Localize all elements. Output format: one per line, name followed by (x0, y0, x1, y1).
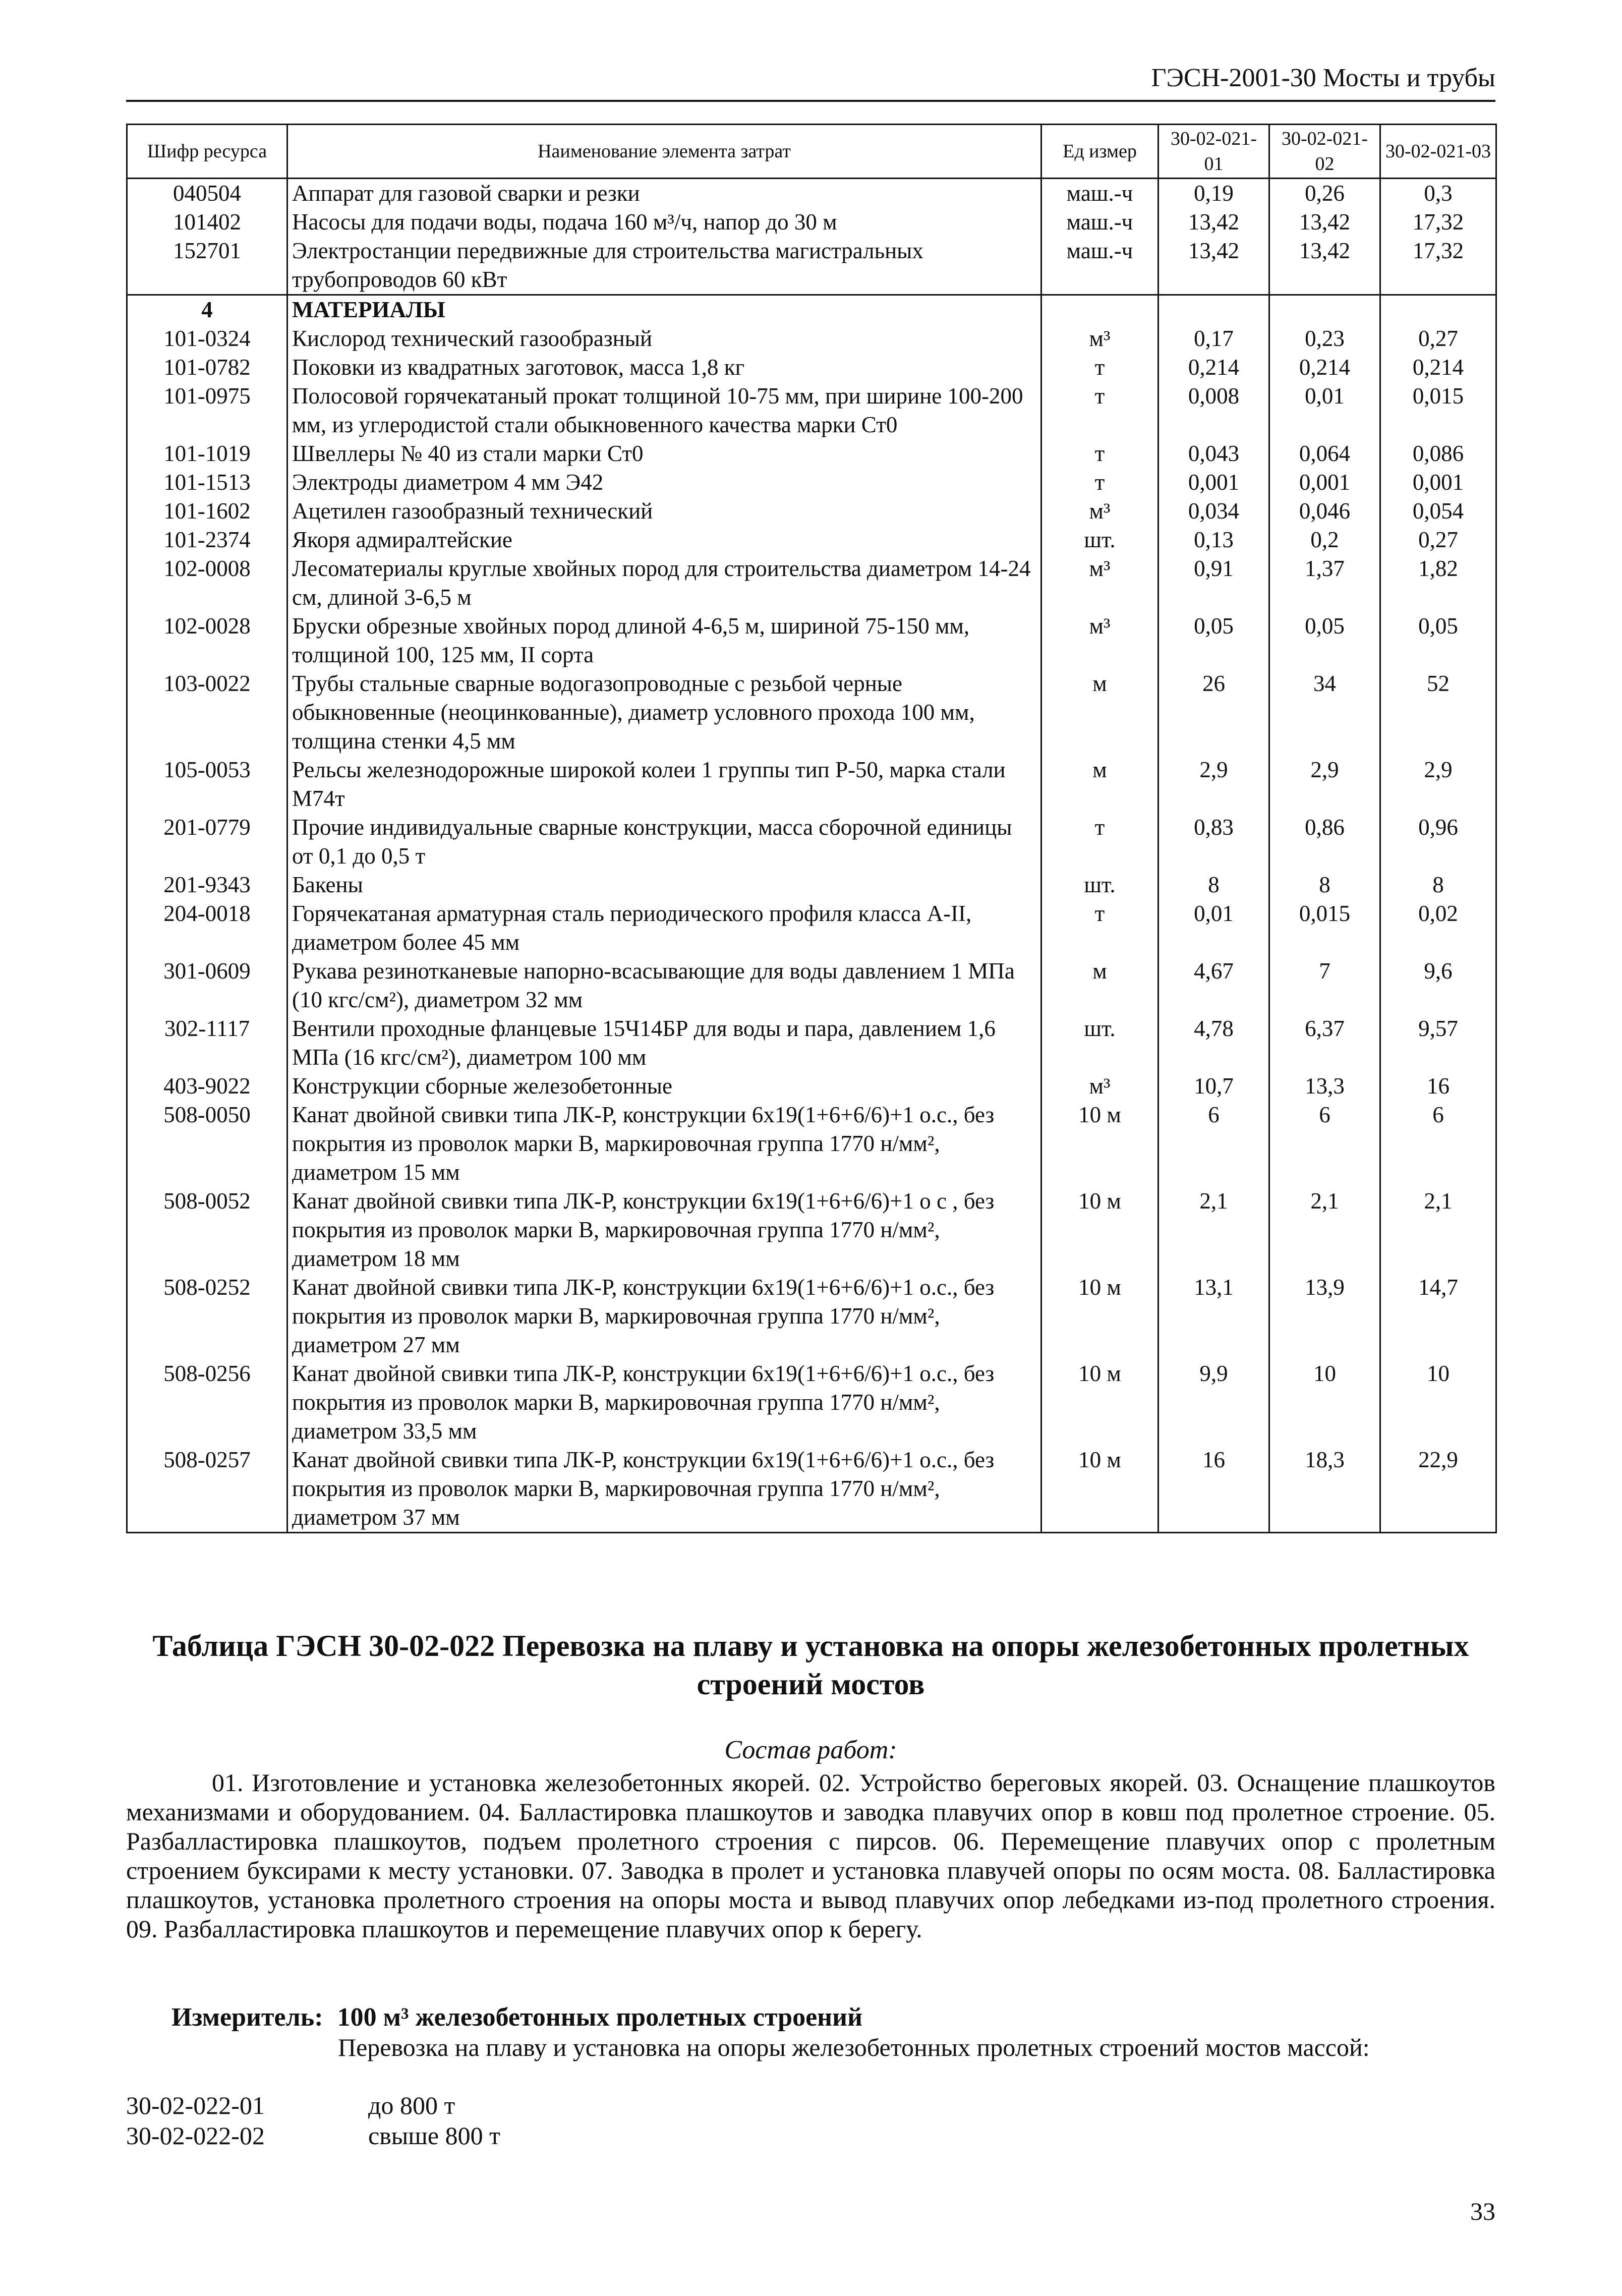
resource-unit: м³ (1041, 554, 1158, 612)
resource-name: Аппарат для газовой сварки и резки (287, 179, 1041, 208)
value-021-01: 13,1 (1158, 1273, 1269, 1359)
resource-code: 101-0324 (127, 324, 287, 353)
resource-name: Поковки из квадратных заготовок, масса 1,8 кг (287, 353, 1041, 382)
resource-name: Кислород технический газообразный (287, 324, 1041, 353)
resource-code: 101-1602 (127, 497, 287, 526)
table-row (127, 1359, 1496, 1446)
resource-unit: 10 м (1041, 1187, 1158, 1273)
variant-description: Перевозка на плаву и установка на опоры железобетонных пролетных строений мостов массой: (338, 2033, 1370, 2061)
value-021-02: 8 (1269, 871, 1380, 899)
resource-name: Конструкции сборные железобетонные (287, 1072, 1041, 1101)
value-021-02: 0,2 (1269, 526, 1380, 554)
value-021-03: 22,9 (1380, 1446, 1496, 1533)
value-021-03: 10 (1380, 1359, 1496, 1446)
header-rule (126, 100, 1495, 102)
col-header-unit: Ед измер (1041, 125, 1158, 179)
value-021-02: 34 (1269, 669, 1380, 756)
value-021-02: 13,42 (1269, 237, 1380, 295)
resource-unit: маш.-ч (1041, 237, 1158, 295)
value-021-03: 0,054 (1380, 497, 1496, 526)
value-021-02: 10 (1269, 1359, 1380, 1446)
resource-unit: м³ (1041, 497, 1158, 526)
table-row (127, 1273, 1496, 1359)
table-row (127, 1187, 1496, 1273)
resource-name: Трубы стальные сварные водогазопроводные с резьбой черные обыкновенные (неоцинкованные), диаметр условного прохода 100 мм, толщина стенки 4,5 мм (287, 669, 1041, 756)
resource-unit: шт. (1041, 1014, 1158, 1072)
resource-unit: 10 м (1041, 1446, 1158, 1533)
value-021-03: 9,6 (1380, 957, 1496, 1014)
resource-name: Канат двойной свивки типа ЛК-Р, конструкции 6х19(1+6+6/6)+1 о.с., без покрытия из проволок марки В, маркировочная группа 1770 н/мм², диаметром 27 мм (287, 1273, 1041, 1359)
value-021-02: 0,01 (1269, 382, 1380, 439)
table-row (127, 179, 1496, 208)
col-header-021-02: 30-02-021-02 (1269, 125, 1380, 179)
resource-unit: 10 м (1041, 1359, 1158, 1446)
value-021-02: 13,9 (1269, 1273, 1380, 1359)
value-021-03: 0,05 (1380, 612, 1496, 669)
resource-unit: т (1041, 813, 1158, 871)
resource-code: 101-1513 (127, 468, 287, 497)
value-021-03: 17,32 (1380, 208, 1496, 237)
value-021-01: 0,83 (1158, 813, 1269, 871)
variant-code: 30-02-022-01 (126, 2091, 265, 2119)
table-row (127, 1014, 1496, 1072)
value-021-03: 0,3 (1380, 179, 1496, 208)
value-021-01: 0,214 (1158, 353, 1269, 382)
value-021-01: 4,67 (1158, 957, 1269, 1014)
value-021-02: 1,37 (1269, 554, 1380, 612)
empty-cell (1269, 295, 1380, 325)
value-021-02: 0,015 (1269, 899, 1380, 957)
table-row (127, 468, 1496, 497)
materials-heading-label: МАТЕРИАЛЫ (287, 295, 1041, 325)
value-021-01: 2,1 (1158, 1187, 1269, 1273)
resource-code: 302-1117 (127, 1014, 287, 1072)
value-021-03: 0,02 (1380, 899, 1496, 957)
section-title: Таблица ГЭСН 30-02-022 Перевозка на плаву и установка на опоры железобетонных пролетных строений мостов (152, 1629, 1469, 1701)
value-021-01: 10,7 (1158, 1072, 1269, 1101)
resource-name: Прочие индивидуальные сварные конструкции, масса сборочной единицы от 0,1 до 0,5 т (287, 813, 1041, 871)
value-021-02: 2,1 (1269, 1187, 1380, 1273)
resource-unit: м³ (1041, 1072, 1158, 1101)
value-021-02: 13,42 (1269, 208, 1380, 237)
value-021-03: 2,1 (1380, 1187, 1496, 1273)
resource-name: Насосы для подачи воды, подача 160 м³/ч, напор до 30 м (287, 208, 1041, 237)
table-row (127, 208, 1496, 237)
table-header-row (127, 125, 1496, 179)
variant-row (126, 2091, 455, 2120)
resource-name: Рельсы железнодорожные широкой колеи 1 группы тип Р-50, марка стали М74т (287, 756, 1041, 813)
resource-code: 101-0782 (127, 353, 287, 382)
resource-unit: м (1041, 669, 1158, 756)
value-021-01: 0,001 (1158, 468, 1269, 497)
value-021-02: 0,86 (1269, 813, 1380, 871)
value-021-01: 0,008 (1158, 382, 1269, 439)
table-row (127, 813, 1496, 871)
resource-unit: м³ (1041, 324, 1158, 353)
resource-unit: маш.-ч (1041, 179, 1158, 208)
resource-code: 101-2374 (127, 526, 287, 554)
resource-code: 301-0609 (127, 957, 287, 1014)
table-row (127, 353, 1496, 382)
resource-code: 040504 (127, 179, 287, 208)
page-number: 33 (1470, 2197, 1495, 2225)
table-row (127, 554, 1496, 612)
value-021-02: 18,3 (1269, 1446, 1380, 1533)
col-header-021-01: 30-02-021-01 (1158, 125, 1269, 179)
value-021-03: 8 (1380, 871, 1496, 899)
table-row (127, 899, 1496, 957)
value-021-01: 0,13 (1158, 526, 1269, 554)
value-021-01: 0,19 (1158, 179, 1269, 208)
resource-unit: т (1041, 439, 1158, 468)
table-row (127, 612, 1496, 669)
value-021-03: 0,086 (1380, 439, 1496, 468)
resource-code: 508-0050 (127, 1101, 287, 1187)
value-021-03: 0,015 (1380, 382, 1496, 439)
resource-code: 152701 (127, 237, 287, 295)
resource-code: 201-9343 (127, 871, 287, 899)
materials-heading-row (127, 295, 1496, 325)
table-row (127, 957, 1496, 1014)
value-021-01: 13,42 (1158, 208, 1269, 237)
value-021-02: 0,001 (1269, 468, 1380, 497)
resource-name: Вентили проходные фланцевые 15Ч14БР для воды и пара, давлением 1,6 МПа (16 кгс/см²), диаметром 100 мм (287, 1014, 1041, 1072)
variant-code: 30-02-022-02 (126, 2121, 265, 2150)
resource-unit: т (1041, 468, 1158, 497)
empty-cell (1041, 295, 1158, 325)
resource-name: Электроды диаметром 4 мм Э42 (287, 468, 1041, 497)
empty-cell (1158, 295, 1269, 325)
value-021-02: 2,9 (1269, 756, 1380, 813)
value-021-01: 8 (1158, 871, 1269, 899)
materials-heading-code: 4 (127, 295, 287, 325)
resource-name: Канат двойной свивки типа ЛК-Р, конструкции 6х19(1+6+6/6)+1 о.с., без покрытия из проволок марки В, маркировочная группа 1770 н/мм², диаметром 33,5 мм (287, 1359, 1041, 1446)
meter-line (171, 2002, 862, 2032)
value-021-03: 52 (1380, 669, 1496, 756)
value-021-03: 0,214 (1380, 353, 1496, 382)
resource-name: Швеллеры № 40 из стали марки Ст0 (287, 439, 1041, 468)
table-row (127, 1101, 1496, 1187)
resource-unit: маш.-ч (1041, 208, 1158, 237)
resource-name: Электростанции передвижные для строительства магистральных трубопроводов 60 кВт (287, 237, 1041, 295)
resource-unit: 10 м (1041, 1101, 1158, 1187)
value-021-02: 0,046 (1269, 497, 1380, 526)
value-021-03: 9,57 (1380, 1014, 1496, 1072)
value-021-01: 0,05 (1158, 612, 1269, 669)
page-header-title: ГЭСН-2001-30 Мосты и трубы (1151, 64, 1495, 92)
resource-code: 403-9022 (127, 1072, 287, 1101)
value-021-01: 0,17 (1158, 324, 1269, 353)
works-title: Состав работ: (724, 1736, 897, 1764)
resource-name: Рукава резинотканевые напорно-всасывающие для воды давлением 1 МПа (10 кгс/см²), диаметром 32 мм (287, 957, 1041, 1014)
resource-code: 101-1019 (127, 439, 287, 468)
value-021-03: 17,32 (1380, 237, 1496, 295)
resource-code: 508-0052 (127, 1187, 287, 1273)
resource-name: Канат двойной свивки типа ЛК-Р, конструкции 6х19(1+6+6/6)+1 о.с., без покрытия из проволок марки В, маркировочная группа 1770 н/мм², диаметром 15 мм (287, 1101, 1041, 1187)
resource-code: 102-0008 (127, 554, 287, 612)
table-row (127, 526, 1496, 554)
table-row (127, 497, 1496, 526)
resource-name: Горячекатаная арматурная сталь периодического профиля класса А-II, диаметром более 45 мм (287, 899, 1041, 957)
value-021-02: 7 (1269, 957, 1380, 1014)
value-021-03: 14,7 (1380, 1273, 1496, 1359)
value-021-01: 26 (1158, 669, 1269, 756)
table-row (127, 669, 1496, 756)
value-021-01: 9,9 (1158, 1359, 1269, 1446)
value-021-02: 0,23 (1269, 324, 1380, 353)
col-header-name: Наименование элемента затрат (287, 125, 1041, 179)
resource-name: Полосовой горячекатаный прокат толщиной 10-75 мм, при ширине 100-200 мм, из углеродистой стали обыкновенного качества марки Ст0 (287, 382, 1041, 439)
table-row (127, 1446, 1496, 1533)
value-021-03: 2,9 (1380, 756, 1496, 813)
resource-code: 204-0018 (127, 899, 287, 957)
variant-text: до 800 т (368, 2091, 455, 2119)
resource-unit: м (1041, 756, 1158, 813)
value-021-01: 4,78 (1158, 1014, 1269, 1072)
resource-unit: т (1041, 353, 1158, 382)
resource-unit: м³ (1041, 612, 1158, 669)
table-row (127, 237, 1496, 295)
variant-text: свыше 800 т (368, 2121, 500, 2150)
meter-label: Измеритель: (171, 2003, 323, 2032)
table-row (127, 756, 1496, 813)
value-021-01: 0,034 (1158, 497, 1269, 526)
value-021-03: 0,27 (1380, 324, 1496, 353)
resources-table (126, 124, 1497, 1533)
value-021-01: 0,01 (1158, 899, 1269, 957)
value-021-01: 16 (1158, 1446, 1269, 1533)
value-021-03: 0,27 (1380, 526, 1496, 554)
resource-code: 102-0028 (127, 612, 287, 669)
value-021-02: 6,37 (1269, 1014, 1380, 1072)
resource-code: 103-0022 (127, 669, 287, 756)
value-021-03: 0,96 (1380, 813, 1496, 871)
resource-code: 101-0975 (127, 382, 287, 439)
resource-unit: м (1041, 957, 1158, 1014)
resource-code: 508-0257 (127, 1446, 287, 1533)
table-row (127, 871, 1496, 899)
variant-row (126, 2121, 500, 2150)
value-021-01: 0,043 (1158, 439, 1269, 468)
value-021-03: 16 (1380, 1072, 1496, 1101)
resource-unit: шт. (1041, 871, 1158, 899)
value-021-03: 0,001 (1380, 468, 1496, 497)
col-header-021-03: 30-02-021-03 (1380, 125, 1496, 179)
resource-name: Канат двойной свивки типа ЛК-Р, конструкции 6х19(1+6+6/6)+1 о.с., без покрытия из проволок марки В, маркировочная группа 1770 н/мм², диаметром 37 мм (287, 1446, 1041, 1533)
value-021-02: 13,3 (1269, 1072, 1380, 1101)
value-021-01: 6 (1158, 1101, 1269, 1187)
value-021-01: 13,42 (1158, 237, 1269, 295)
table-row (127, 382, 1496, 439)
resource-unit: шт. (1041, 526, 1158, 554)
value-021-03: 1,82 (1380, 554, 1496, 612)
resource-code: 201-0779 (127, 813, 287, 871)
meter-value: 100 м³ железобетонных пролетных строений (337, 2003, 863, 2032)
resource-unit: т (1041, 899, 1158, 957)
value-021-02: 0,064 (1269, 439, 1380, 468)
table-row (127, 1072, 1496, 1101)
value-021-01: 2,9 (1158, 756, 1269, 813)
resource-code: 105-0053 (127, 756, 287, 813)
resource-unit: т (1041, 382, 1158, 439)
table-row (127, 439, 1496, 468)
col-header-code: Шифр ресурса (127, 125, 287, 179)
resource-name: Лесоматериалы круглые хвойных пород для строительства диаметром 14-24 см, длиной 3-6,5 м (287, 554, 1041, 612)
value-021-02: 0,26 (1269, 179, 1380, 208)
resource-unit: 10 м (1041, 1273, 1158, 1359)
resource-name: Ацетилен газообразный технический (287, 497, 1041, 526)
value-021-02: 0,05 (1269, 612, 1380, 669)
resource-code: 508-0256 (127, 1359, 287, 1446)
resource-name: Якоря адмиралтейские (287, 526, 1041, 554)
empty-cell (1380, 295, 1496, 325)
value-021-02: 0,214 (1269, 353, 1380, 382)
resource-name: Бруски обрезные хвойных пород длиной 4-6,5 м, шириной 75-150 мм, толщиной 100, 125 мм, II сорта (287, 612, 1041, 669)
value-021-02: 6 (1269, 1101, 1380, 1187)
resource-name: Бакены (287, 871, 1041, 899)
works-text: 01. Изготовление и установка железобетонных якорей. 02. Устройство береговых якорей. 03. Оснащение плашкоутов механизмами и оборудованием. 04. Балластировка плашкоутов и заводка плавучих опор в ковш под пролетное строение. 05. Разбалластировка плашкоутов, подъем пролетного строения с пирсов. 06. Перемещение плавучих опор с пролетным строением буксирами к месту установки. 07. Заводка в пролет и установка плавучей опоры по осям моста. 08. Балластировка плашкоутов, установка пролетного строения на опоры моста и вывод плавучих опор лебедками из-под пролетного строения. 09. Разбалластировка плашкоутов и перемещение плавучих опор к берегу. (126, 1768, 1495, 1943)
table-row (127, 324, 1496, 353)
value-021-03: 6 (1380, 1101, 1496, 1187)
resource-name: Канат двойной свивки типа ЛК-Р, конструкции 6х19(1+6+6/6)+1 о с , без покрытия из проволок марки В, маркировочная группа 1770 н/мм², диаметром 18 мм (287, 1187, 1041, 1273)
resource-code: 508-0252 (127, 1273, 287, 1359)
value-021-01: 0,91 (1158, 554, 1269, 612)
resource-code: 101402 (127, 208, 287, 237)
